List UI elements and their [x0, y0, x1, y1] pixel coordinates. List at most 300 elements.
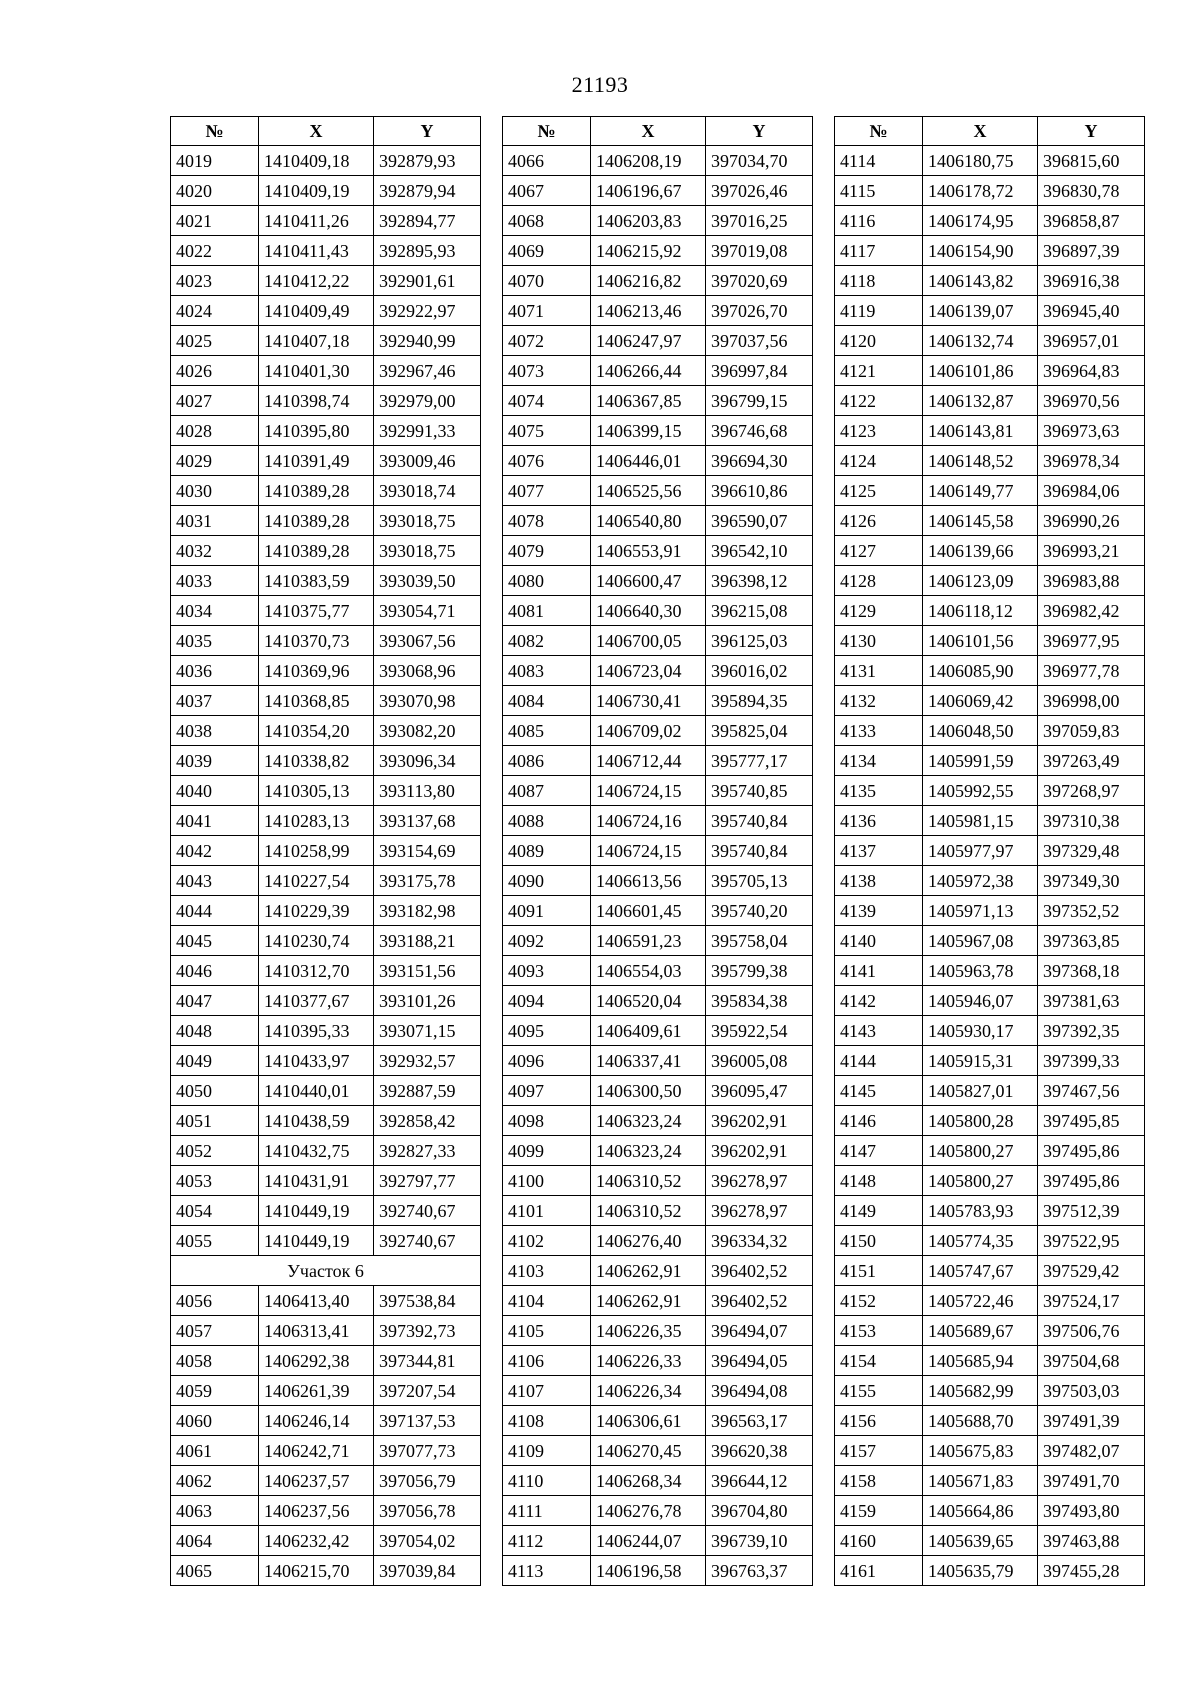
point-number-cell: 4123 [835, 416, 923, 446]
point-number-cell: 4111 [503, 1496, 591, 1526]
table-row [503, 1346, 813, 1376]
point-number-cell: 4070 [503, 266, 591, 296]
x-coordinate-cell: 1405671,83 [923, 1466, 1038, 1496]
column-header-y: Y [1038, 117, 1145, 146]
point-number-cell: 4105 [503, 1316, 591, 1346]
y-coordinate-cell: 397392,73 [374, 1316, 481, 1346]
point-number-cell: 4029 [171, 446, 259, 476]
x-coordinate-cell: 1406101,56 [923, 626, 1038, 656]
x-coordinate-cell: 1406118,12 [923, 596, 1038, 626]
x-coordinate-cell: 1410283,13 [259, 806, 374, 836]
column-header-number: № [503, 117, 591, 146]
point-number-cell: 4117 [835, 236, 923, 266]
x-coordinate-cell: 1406143,81 [923, 416, 1038, 446]
y-coordinate-cell: 393068,96 [374, 656, 481, 686]
x-coordinate-cell: 1406540,80 [591, 506, 706, 536]
point-number-cell: 4041 [171, 806, 259, 836]
table-row [503, 536, 813, 566]
table-row [171, 1556, 481, 1586]
y-coordinate-cell: 396402,52 [706, 1286, 813, 1316]
point-number-cell: 4024 [171, 296, 259, 326]
table-row [503, 296, 813, 326]
y-coordinate-cell: 393039,50 [374, 566, 481, 596]
y-coordinate-cell: 393096,34 [374, 746, 481, 776]
table-row [503, 1016, 813, 1046]
x-coordinate-cell: 1406085,90 [923, 656, 1038, 686]
x-coordinate-cell: 1410377,67 [259, 986, 374, 1016]
x-coordinate-cell: 1406216,82 [591, 266, 706, 296]
y-coordinate-cell: 397482,07 [1038, 1436, 1145, 1466]
point-number-cell: 4075 [503, 416, 591, 446]
table-row [503, 1376, 813, 1406]
x-coordinate-cell: 1406101,86 [923, 356, 1038, 386]
table-row [835, 386, 1145, 416]
column-header-x: X [923, 117, 1038, 146]
point-number-cell: 4089 [503, 836, 591, 866]
y-coordinate-cell: 395894,35 [706, 686, 813, 716]
y-coordinate-cell: 396945,40 [1038, 296, 1145, 326]
x-coordinate-cell: 1410449,19 [259, 1226, 374, 1256]
y-coordinate-cell: 392979,00 [374, 386, 481, 416]
y-coordinate-cell: 395777,17 [706, 746, 813, 776]
y-coordinate-cell: 396763,37 [706, 1556, 813, 1586]
y-coordinate-cell: 393113,80 [374, 776, 481, 806]
table-row [503, 416, 813, 446]
y-coordinate-cell: 397137,53 [374, 1406, 481, 1436]
x-coordinate-cell: 1405774,35 [923, 1226, 1038, 1256]
y-coordinate-cell: 396215,08 [706, 596, 813, 626]
y-coordinate-cell: 393018,75 [374, 536, 481, 566]
table-row [835, 416, 1145, 446]
table-row [503, 1226, 813, 1256]
y-coordinate-cell: 397493,80 [1038, 1496, 1145, 1526]
x-coordinate-cell: 1406215,70 [259, 1556, 374, 1586]
y-coordinate-cell: 396494,07 [706, 1316, 813, 1346]
y-coordinate-cell: 396746,68 [706, 416, 813, 446]
x-coordinate-cell: 1410440,01 [259, 1076, 374, 1106]
point-number-cell: 4103 [503, 1256, 591, 1286]
x-coordinate-cell: 1410354,20 [259, 716, 374, 746]
y-coordinate-cell: 397054,02 [374, 1526, 481, 1556]
point-number-cell: 4155 [835, 1376, 923, 1406]
y-coordinate-cell: 396494,08 [706, 1376, 813, 1406]
point-number-cell: 4143 [835, 1016, 923, 1046]
table-row [503, 596, 813, 626]
point-number-cell: 4088 [503, 806, 591, 836]
y-coordinate-cell: 396278,97 [706, 1166, 813, 1196]
x-coordinate-cell: 1406132,74 [923, 326, 1038, 356]
y-coordinate-cell: 396402,52 [706, 1256, 813, 1286]
x-coordinate-cell: 1410389,28 [259, 506, 374, 536]
y-coordinate-cell: 397495,86 [1038, 1166, 1145, 1196]
x-coordinate-cell: 1406712,44 [591, 746, 706, 776]
point-number-cell: 4064 [171, 1526, 259, 1556]
point-number-cell: 4030 [171, 476, 259, 506]
x-coordinate-cell: 1406601,45 [591, 896, 706, 926]
point-number-cell: 4136 [835, 806, 923, 836]
x-coordinate-cell: 1406310,52 [591, 1166, 706, 1196]
x-coordinate-cell: 1405747,67 [923, 1256, 1038, 1286]
point-number-cell: 4152 [835, 1286, 923, 1316]
table-row [835, 326, 1145, 356]
y-coordinate-cell: 397503,03 [1038, 1376, 1145, 1406]
point-number-cell: 4138 [835, 866, 923, 896]
table-row [503, 656, 813, 686]
y-coordinate-cell: 397268,97 [1038, 776, 1145, 806]
table-row [171, 1376, 481, 1406]
table-row [171, 266, 481, 296]
table-row [171, 1286, 481, 1316]
table-row [171, 1436, 481, 1466]
point-number-cell: 4026 [171, 356, 259, 386]
point-number-cell: 4019 [171, 146, 259, 176]
x-coordinate-cell: 1410391,49 [259, 446, 374, 476]
point-number-cell: 4085 [503, 716, 591, 746]
x-coordinate-cell: 1410411,43 [259, 236, 374, 266]
y-coordinate-cell: 397349,30 [1038, 866, 1145, 896]
point-number-cell: 4135 [835, 776, 923, 806]
y-coordinate-cell: 395825,04 [706, 716, 813, 746]
table-row [503, 326, 813, 356]
y-coordinate-cell: 395705,13 [706, 866, 813, 896]
coordinates-table-3 [834, 116, 1145, 1586]
y-coordinate-cell: 397463,88 [1038, 1526, 1145, 1556]
x-coordinate-cell: 1406261,39 [259, 1376, 374, 1406]
point-number-cell: 4080 [503, 566, 591, 596]
y-coordinate-cell: 397495,85 [1038, 1106, 1145, 1136]
point-number-cell: 4128 [835, 566, 923, 596]
table-row [835, 1436, 1145, 1466]
column-header-y: Y [706, 117, 813, 146]
x-coordinate-cell: 1410409,19 [259, 176, 374, 206]
table-row [835, 236, 1145, 266]
point-number-cell: 4149 [835, 1196, 923, 1226]
y-coordinate-cell: 395740,85 [706, 776, 813, 806]
x-coordinate-cell: 1406276,40 [591, 1226, 706, 1256]
y-coordinate-cell: 396278,97 [706, 1196, 813, 1226]
x-coordinate-cell: 1406069,42 [923, 686, 1038, 716]
point-number-cell: 4082 [503, 626, 591, 656]
point-number-cell: 4115 [835, 176, 923, 206]
table-row [835, 836, 1145, 866]
point-number-cell: 4059 [171, 1376, 259, 1406]
point-number-cell: 4109 [503, 1436, 591, 1466]
point-number-cell: 4079 [503, 536, 591, 566]
y-coordinate-cell: 397392,35 [1038, 1016, 1145, 1046]
y-coordinate-cell: 392922,97 [374, 296, 481, 326]
y-coordinate-cell: 396916,38 [1038, 266, 1145, 296]
x-coordinate-cell: 1406554,03 [591, 956, 706, 986]
table-row [503, 206, 813, 236]
table-row [171, 746, 481, 776]
table-row [503, 146, 813, 176]
page-number: 21193 [571, 72, 629, 97]
point-number-cell: 4104 [503, 1286, 591, 1316]
x-coordinate-cell: 1406154,90 [923, 236, 1038, 266]
y-coordinate-cell: 397529,42 [1038, 1256, 1145, 1286]
y-coordinate-cell: 396694,30 [706, 446, 813, 476]
table-row [171, 446, 481, 476]
x-coordinate-cell: 1406132,87 [923, 386, 1038, 416]
point-number-cell: 4037 [171, 686, 259, 716]
y-coordinate-cell: 392879,93 [374, 146, 481, 176]
table-row [835, 896, 1145, 926]
table-row [835, 1496, 1145, 1526]
y-coordinate-cell: 397310,38 [1038, 806, 1145, 836]
table-row [503, 566, 813, 596]
x-coordinate-cell: 1410227,54 [259, 866, 374, 896]
table-row [503, 1556, 813, 1586]
point-number-cell: 4099 [503, 1136, 591, 1166]
table-row [835, 1316, 1145, 1346]
point-number-cell: 4120 [835, 326, 923, 356]
x-coordinate-cell: 1406244,07 [591, 1526, 706, 1556]
x-coordinate-cell: 1405915,31 [923, 1046, 1038, 1076]
table-row [171, 1046, 481, 1076]
table-row [171, 926, 481, 956]
point-number-cell: 4072 [503, 326, 591, 356]
table-row [835, 1376, 1145, 1406]
y-coordinate-cell: 396704,80 [706, 1496, 813, 1526]
y-coordinate-cell: 393009,46 [374, 446, 481, 476]
point-number-cell: 4091 [503, 896, 591, 926]
table-row [503, 176, 813, 206]
section-title: Участок 6 [171, 1256, 481, 1286]
point-number-cell: 4081 [503, 596, 591, 626]
table-row [171, 1406, 481, 1436]
table-row [835, 596, 1145, 626]
x-coordinate-cell: 1410438,59 [259, 1106, 374, 1136]
point-number-cell: 4036 [171, 656, 259, 686]
point-number-cell: 4140 [835, 926, 923, 956]
y-coordinate-cell: 396620,38 [706, 1436, 813, 1466]
x-coordinate-cell: 1406143,82 [923, 266, 1038, 296]
y-coordinate-cell: 395758,04 [706, 926, 813, 956]
point-number-cell: 4073 [503, 356, 591, 386]
y-coordinate-cell: 397538,84 [374, 1286, 481, 1316]
y-coordinate-cell: 397263,49 [1038, 746, 1145, 776]
table-row [171, 866, 481, 896]
y-coordinate-cell: 397034,70 [706, 146, 813, 176]
y-coordinate-cell: 397056,78 [374, 1496, 481, 1526]
y-coordinate-cell: 396644,12 [706, 1466, 813, 1496]
point-number-cell: 4142 [835, 986, 923, 1016]
table-row [503, 1436, 813, 1466]
point-number-cell: 4022 [171, 236, 259, 266]
table-row [171, 146, 481, 176]
y-coordinate-cell: 396494,05 [706, 1346, 813, 1376]
table-row [835, 146, 1145, 176]
table-row [171, 836, 481, 866]
x-coordinate-cell: 1410407,18 [259, 326, 374, 356]
point-number-cell: 4084 [503, 686, 591, 716]
y-coordinate-cell: 396016,02 [706, 656, 813, 686]
y-coordinate-cell: 397037,56 [706, 326, 813, 356]
point-number-cell: 4130 [835, 626, 923, 656]
table-row [503, 1466, 813, 1496]
x-coordinate-cell: 1405992,55 [923, 776, 1038, 806]
table-row [503, 1076, 813, 1106]
x-coordinate-cell: 1410409,49 [259, 296, 374, 326]
point-number-cell: 4146 [835, 1106, 923, 1136]
point-number-cell: 4062 [171, 1466, 259, 1496]
point-number-cell: 4098 [503, 1106, 591, 1136]
point-number-cell: 4050 [171, 1076, 259, 1106]
table-row [503, 776, 813, 806]
table-row [503, 746, 813, 776]
x-coordinate-cell: 1405722,46 [923, 1286, 1038, 1316]
table-row [835, 626, 1145, 656]
point-number-cell: 4043 [171, 866, 259, 896]
table-row [171, 236, 481, 266]
point-number-cell: 4108 [503, 1406, 591, 1436]
y-coordinate-cell: 397344,81 [374, 1346, 481, 1376]
x-coordinate-cell: 1406237,57 [259, 1466, 374, 1496]
table-row [503, 476, 813, 506]
point-number-cell: 4031 [171, 506, 259, 536]
y-coordinate-cell: 396984,06 [1038, 476, 1145, 506]
y-coordinate-cell: 396978,34 [1038, 446, 1145, 476]
point-number-cell: 4066 [503, 146, 591, 176]
x-coordinate-cell: 1406413,40 [259, 1286, 374, 1316]
x-coordinate-cell: 1410411,26 [259, 206, 374, 236]
column-header-number: № [835, 117, 923, 146]
table-row [835, 1196, 1145, 1226]
point-number-cell: 4023 [171, 266, 259, 296]
point-number-cell: 4069 [503, 236, 591, 266]
y-coordinate-cell: 397026,70 [706, 296, 813, 326]
point-number-cell: 4156 [835, 1406, 923, 1436]
point-number-cell: 4046 [171, 956, 259, 986]
table-row [835, 746, 1145, 776]
y-coordinate-cell: 397506,76 [1038, 1316, 1145, 1346]
x-coordinate-cell: 1406300,50 [591, 1076, 706, 1106]
point-number-cell: 4137 [835, 836, 923, 866]
section-row [171, 1256, 481, 1286]
x-coordinate-cell: 1406139,07 [923, 296, 1038, 326]
table-row [503, 1196, 813, 1226]
point-number-cell: 4092 [503, 926, 591, 956]
y-coordinate-cell: 397522,95 [1038, 1226, 1145, 1256]
point-number-cell: 4040 [171, 776, 259, 806]
column-header-y: Y [374, 117, 481, 146]
table-row [171, 1496, 481, 1526]
table-row [835, 1286, 1145, 1316]
table-row [171, 1136, 481, 1166]
table-row [171, 1106, 481, 1136]
point-number-cell: 4035 [171, 626, 259, 656]
table-row [835, 866, 1145, 896]
point-number-cell: 4150 [835, 1226, 923, 1256]
table-row [171, 1316, 481, 1346]
table-row [835, 1466, 1145, 1496]
y-coordinate-cell: 392740,67 [374, 1226, 481, 1256]
point-number-cell: 4161 [835, 1556, 923, 1586]
table-row [835, 986, 1145, 1016]
table-row [835, 176, 1145, 206]
x-coordinate-cell: 1410412,22 [259, 266, 374, 296]
y-coordinate-cell: 396799,15 [706, 386, 813, 416]
point-number-cell: 4129 [835, 596, 923, 626]
x-coordinate-cell: 1405991,59 [923, 746, 1038, 776]
y-coordinate-cell: 393071,15 [374, 1016, 481, 1046]
y-coordinate-cell: 393067,56 [374, 626, 481, 656]
x-coordinate-cell: 1406213,46 [591, 296, 706, 326]
x-coordinate-cell: 1406306,61 [591, 1406, 706, 1436]
y-coordinate-cell: 396957,01 [1038, 326, 1145, 356]
y-coordinate-cell: 393018,74 [374, 476, 481, 506]
x-coordinate-cell: 1406640,30 [591, 596, 706, 626]
table-row [171, 1466, 481, 1496]
coordinates-table-2 [502, 116, 813, 1586]
x-coordinate-cell: 1406520,04 [591, 986, 706, 1016]
point-number-cell: 4039 [171, 746, 259, 776]
y-coordinate-cell: 397399,33 [1038, 1046, 1145, 1076]
point-number-cell: 4058 [171, 1346, 259, 1376]
x-coordinate-cell: 1410449,19 [259, 1196, 374, 1226]
x-coordinate-cell: 1406149,77 [923, 476, 1038, 506]
table-row [835, 506, 1145, 536]
y-coordinate-cell: 395740,84 [706, 836, 813, 866]
x-coordinate-cell: 1410230,74 [259, 926, 374, 956]
y-coordinate-cell: 392858,42 [374, 1106, 481, 1136]
x-coordinate-cell: 1406242,71 [259, 1436, 374, 1466]
x-coordinate-cell: 1406247,97 [591, 326, 706, 356]
point-number-cell: 4101 [503, 1196, 591, 1226]
y-coordinate-cell: 392740,67 [374, 1196, 481, 1226]
x-coordinate-cell: 1406226,35 [591, 1316, 706, 1346]
point-number-cell: 4065 [171, 1556, 259, 1586]
point-number-cell: 4106 [503, 1346, 591, 1376]
point-number-cell: 4133 [835, 716, 923, 746]
header-row [835, 117, 1145, 146]
table-row [503, 1316, 813, 1346]
y-coordinate-cell: 397039,84 [374, 1556, 481, 1586]
x-coordinate-cell: 1406232,42 [259, 1526, 374, 1556]
table-row [835, 1046, 1145, 1076]
y-coordinate-cell: 397016,25 [706, 206, 813, 236]
table-row [171, 956, 481, 986]
y-coordinate-cell: 397524,17 [1038, 1286, 1145, 1316]
x-coordinate-cell: 1410368,85 [259, 686, 374, 716]
point-number-cell: 4093 [503, 956, 591, 986]
table-row [503, 626, 813, 656]
x-coordinate-cell: 1405971,13 [923, 896, 1038, 926]
x-coordinate-cell: 1406262,91 [591, 1286, 706, 1316]
y-coordinate-cell: 396610,86 [706, 476, 813, 506]
x-coordinate-cell: 1406196,58 [591, 1556, 706, 1586]
point-number-cell: 4141 [835, 956, 923, 986]
table-row [835, 1526, 1145, 1556]
x-coordinate-cell: 1410389,28 [259, 476, 374, 506]
table-row [503, 356, 813, 386]
y-coordinate-cell: 392797,77 [374, 1166, 481, 1196]
table-row [835, 1226, 1145, 1256]
table-row [503, 986, 813, 1016]
table-row [835, 956, 1145, 986]
table-row [503, 1106, 813, 1136]
y-coordinate-cell: 395740,84 [706, 806, 813, 836]
x-coordinate-cell: 1410229,39 [259, 896, 374, 926]
point-number-cell: 4160 [835, 1526, 923, 1556]
point-number-cell: 4068 [503, 206, 591, 236]
point-number-cell: 4094 [503, 986, 591, 1016]
x-coordinate-cell: 1406276,78 [591, 1496, 706, 1526]
x-coordinate-cell: 1405675,83 [923, 1436, 1038, 1466]
table-row [503, 866, 813, 896]
table-row [835, 686, 1145, 716]
x-coordinate-cell: 1406709,02 [591, 716, 706, 746]
